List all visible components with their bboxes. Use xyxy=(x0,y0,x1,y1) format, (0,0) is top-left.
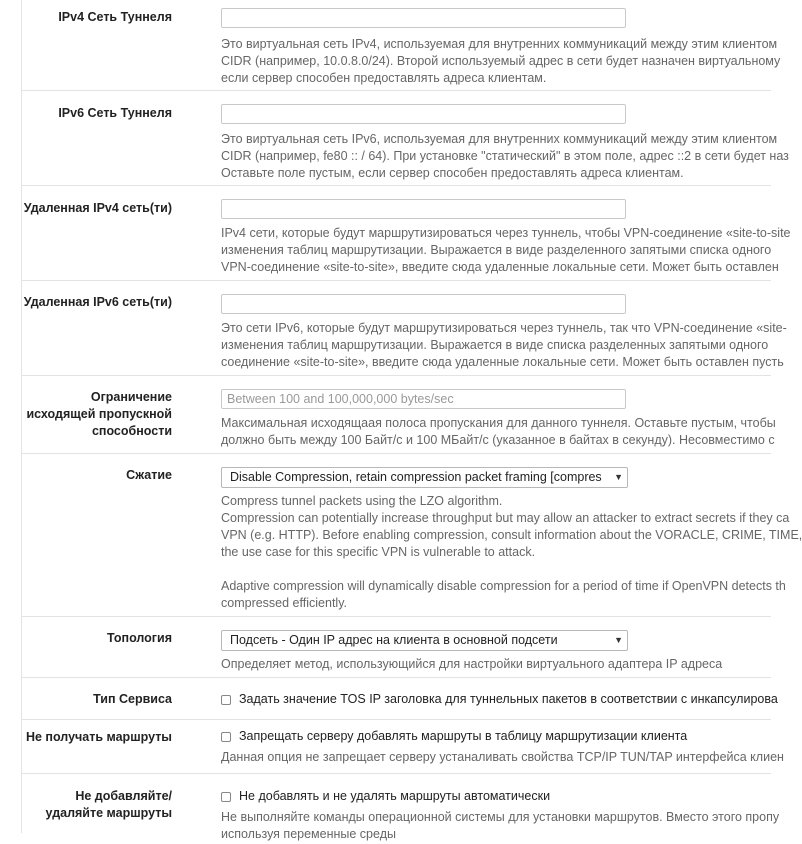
ipv4-tunnel-network-input[interactable] xyxy=(221,8,626,28)
bandwidth-limit-label xyxy=(12,389,172,440)
compression-select[interactable] xyxy=(221,467,628,488)
topology-help: Определяет метод, использующийся для настройки виртуального адаптера IP адреса xyxy=(221,657,723,671)
ipv4-tunnel-network-label: IPv4 Сеть Туннеля xyxy=(58,10,172,24)
compression-label: Сжатие xyxy=(126,468,172,482)
dropdown-arrow-icon: ▼ xyxy=(614,472,623,482)
help-line: должно быть между 100 Байт/с и 100 МБайт/с (указанное в байтах в секунду). Несовместимо с xyxy=(221,433,775,447)
dont-pull-routes-label: Не получать маршруты xyxy=(25,730,172,744)
dont-add-remove-routes-label xyxy=(12,788,172,822)
help-line: Это сети IPv6, которые будут маршрутизироваться через туннель, так что VPN-соединение «site- xyxy=(221,321,787,335)
service-type-label: Тип Сервиса xyxy=(93,692,172,706)
row-ipv6-tunnel-network xyxy=(22,91,789,186)
dont-add-remove-routes-checkbox-label[interactable]: Не добавлять и не удалять маршруты автоматически xyxy=(239,789,551,803)
dont-pull-routes-checkbox[interactable] xyxy=(221,732,231,742)
ipv6-tunnel-network-input[interactable] xyxy=(221,104,626,124)
row-compression xyxy=(22,454,802,617)
label-line: Ограничение xyxy=(90,390,172,404)
help-line: если сервер способен предоставлять адреса клиентам. xyxy=(221,71,547,85)
label-line: Не добавляйте/ xyxy=(75,789,172,803)
row-ipv4-tunnel-network xyxy=(22,0,781,91)
help-line: IPv4 сети, которые будут маршрутизироваться через туннель, чтобы VPN-соединение «site-to-site xyxy=(221,226,791,240)
topology-selected-value: Подсеть - Один IP адрес на клиента в основной подсети xyxy=(230,633,558,647)
label-line: способности xyxy=(91,424,172,438)
compression-selected-value: Disable Compression, retain compression packet framing [compres xyxy=(230,470,602,484)
row-dont-add-remove-routes xyxy=(22,774,780,844)
dont-add-remove-routes-help xyxy=(221,809,793,841)
help-line: compressed efficiently. xyxy=(221,596,347,610)
help-line: CIDR (например, fe80 :: / 64). При установке "статический" в этом поле, адрес ::2 в сети будет наз xyxy=(221,149,789,163)
service-type-checkbox[interactable] xyxy=(221,695,231,705)
ipv6-tunnel-network-help xyxy=(221,131,793,182)
row-remote-ipv6-networks xyxy=(22,281,787,376)
bandwidth-limit-input[interactable] xyxy=(221,389,626,409)
help-line: VPN-соединение «site-to-site», введите сюда удаленные локальные сети. Может быть оставлен xyxy=(221,260,779,274)
topology-select[interactable] xyxy=(221,630,628,651)
help-line: используя переменные среды xyxy=(221,827,396,841)
service-type-checkbox-label[interactable]: Задать значение TOS IP заголовка для туннельных пакетов в соответствии с инкапсулирова xyxy=(239,692,778,706)
bandwidth-limit-help xyxy=(221,415,793,449)
help-line: Adaptive compression will dynamically disable compression for a period of time if OpenVPN detects th xyxy=(221,579,786,593)
help-line: изменения таблиц маршрутизации. Выражается в виде списка разделенных запятыми одного xyxy=(221,338,769,352)
remote-ipv6-networks-help xyxy=(221,320,793,371)
help-line: изменения таблиц маршрутизации. Выражается в виде разделенного запятыми списка одного xyxy=(221,243,772,257)
label-line: удаляйте маршруты xyxy=(45,806,172,820)
ipv4-tunnel-network-help xyxy=(221,36,793,87)
help-line: Compression can potentially increase throughput but may allow an attacker to extract secrets if they ca xyxy=(221,511,790,525)
help-line: the use case for this specific VPN is vulnerable to attack. xyxy=(221,545,536,559)
remote-ipv6-networks-input[interactable] xyxy=(221,294,626,314)
help-line: Compress tunnel packets using the LZO algorithm. xyxy=(221,494,503,508)
label-line: исходящей пропускной xyxy=(26,407,172,421)
ipv6-tunnel-network-label: IPv6 Сеть Туннеля xyxy=(58,106,172,120)
remote-ipv4-networks-help xyxy=(221,225,793,276)
row-service-type xyxy=(22,678,778,720)
dont-pull-routes-help: Данная опция не запрещает серверу устаналивать свойства TCP/IP TUN/TAP интерфейса клиен xyxy=(221,750,784,764)
remote-ipv6-networks-label: Удаленная IPv6 сеть(ти) xyxy=(23,295,172,309)
remote-ipv4-networks-input[interactable] xyxy=(221,199,626,219)
dont-pull-routes-checkbox-label[interactable]: Запрещать серверу добавлять маршруты в таблицу маршрутизации клиента xyxy=(239,729,688,743)
dropdown-arrow-icon: ▼ xyxy=(614,635,623,645)
topology-label: Топология xyxy=(107,631,172,645)
remote-ipv4-networks-label: Удаленная IPv4 сеть(ти) xyxy=(23,201,172,215)
dont-add-remove-routes-checkbox[interactable] xyxy=(221,792,231,802)
row-remote-ipv4-networks xyxy=(22,186,791,281)
help-line: Оставьте поле пустым, если сервер способен предоставлять адреса клиентам. xyxy=(221,166,684,180)
help-line: Не выполняйте команды операционной системы для установки маршрутов. Вместо этого пропу xyxy=(221,810,780,824)
help-line-blank xyxy=(221,561,793,578)
row-bandwidth-limit xyxy=(22,376,776,454)
help-line: CIDR (например, 10.0.8.0/24). Второй используемый адрес в сети будет назначен виртуальному xyxy=(221,54,781,68)
help-line: Это виртуальная сеть IPv4, используемая для внутренних коммуникаций между этим клиентом xyxy=(221,37,778,51)
compression-help xyxy=(221,493,802,612)
help-line: Это виртуальная сеть IPv6, используемая для внутренних коммуникаций между этим клиентом xyxy=(221,132,778,146)
row-dont-pull-routes xyxy=(22,720,784,774)
help-line: соединение «site-to-site», введите сюда удаленные локальные сети. Может быть оставлен пусть xyxy=(221,355,784,369)
row-topology xyxy=(22,617,771,678)
help-line: VPN (e.g. HTTP). Before enabling compression, consult information about the VORACLE, CRIME, TIME, xyxy=(221,528,802,542)
help-line: Максимальная исходящаая полоса пропускания для данного туннеля. Оставьте пустым, чтобы xyxy=(221,416,776,430)
